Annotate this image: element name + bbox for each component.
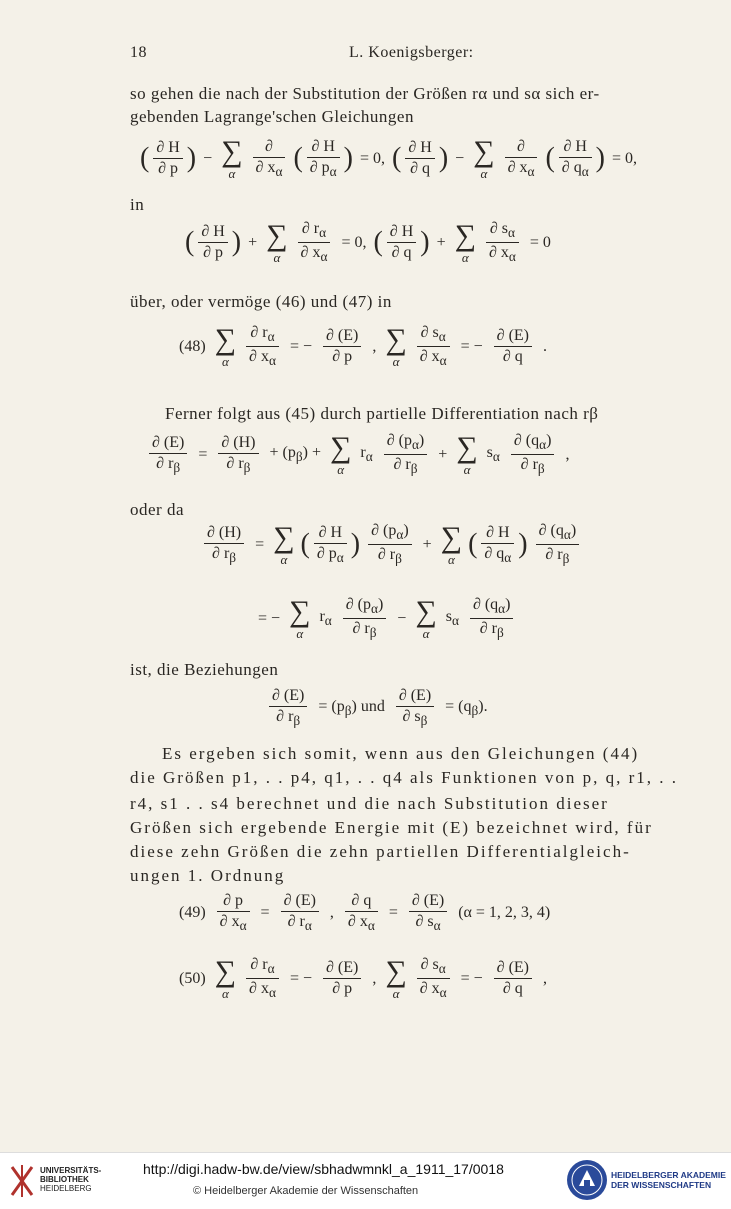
paragraph-line: diese zehn Größen die zehn partiellen Differentialgleich- xyxy=(130,842,631,861)
copyright-notice: © Heidelberger Akademie der Wissenschaften xyxy=(193,1185,419,1197)
footer-bar xyxy=(0,1152,731,1209)
equation-in: ( $\frac{\partial H}{\partial p}$ ) + ∑ α $\frac{\partial r_\alpha}{\partial x_\alpha}$ = 0, ( $\frac{\partial H}{\partial q}$ ) + ∑ α $\frac{\partial s_\alpha}{\partial x_\alpha}$ = 0 xyxy=(185,219,551,265)
equation-number: (48) xyxy=(179,337,206,355)
equation-48: (48) ∑ α $\frac{\partial r_\alpha}{\partial x_\alpha}$ = − $\frac{\partial (E)}{\partial p}$ , ∑ α $\frac{\partial s_\alpha}{\partial x_\alpha}$ = − $\frac{\partial (E)}{\partial q}$ . xyxy=(179,323,547,369)
paragraph-line: so gehen die nach der Substitution der Größen rα und sα sich er- xyxy=(130,84,600,103)
paragraph-line: die Größen p1, . . p4, q1, . . q4 als Funktionen von p, q, r1, . . xyxy=(130,768,678,787)
university-library-logo-icon xyxy=(8,1163,36,1199)
paragraph-line: r4, s1 . . s4 berechnet und die nach Substitution dieser xyxy=(130,794,609,813)
paragraph-line: über, oder vermöge (46) und (47) in xyxy=(130,292,392,311)
page-number: 18 xyxy=(130,44,147,61)
paragraph-line: Größen sich ergebende Energie mit (E) bezeichnet wird, für xyxy=(130,818,653,837)
equation-beziehungen: $\frac{\partial (E)}{\partial r_\beta}$ = $(p_\beta)$ und $\frac{\partial (E)}{\partial s_\beta}$ = $(q_\beta)$. xyxy=(265,688,491,728)
equation-49: (49) $\frac{\partial p}{\partial x_\alpha}$ = $\frac{\partial (E)}{\partial r_\alpha}$ , $\frac{\partial q}{\partial x_\alpha}$ = $\frac{\partial (E)}{\partial s_\alpha}$ (α = 1, 2, 3, 4) xyxy=(179,892,551,934)
equation-oder-2: = − ∑ α $r_\alpha$ $\frac{\partial (p_\alpha)}{\partial r_\beta}$ − ∑ α $s_\alpha$ $\frac{\partial (q_\alpha)}{\partial r_\beta}$ xyxy=(255,597,517,640)
equation-50: (50) ∑ α $\frac{\partial r_\alpha}{\partial x_\alpha}$ = − $\frac{\partial (E)}{\partial p}$ , ∑ α $\frac{\partial s_\alpha}{\partial x_\alpha}$ = − $\frac{\partial (E)}{\partial q}$ , xyxy=(179,955,547,1001)
paragraph-line: ist, die Beziehungen xyxy=(130,660,279,679)
equation-number: (50) xyxy=(179,969,206,987)
ub-line: BIBLIOTHEK xyxy=(40,1175,89,1184)
paragraph-line: Ferner folgt aus (45) durch partielle Differentiation nach rβ xyxy=(165,404,599,423)
paragraph-line: ungen 1. Ordnung xyxy=(130,866,286,885)
equation-ferner: $\frac{\partial (E)}{\partial r_\beta}$ = $\frac{\partial (H)}{\partial r_\beta}$ + $(p_\beta)$ + ∑ α $r_\alpha$ $\frac{\partial (p_\alpha)}{\partial r_\beta}$ + ∑ α $s_\alpha$ $\frac{\partial (q_\alpha)}{\partial r_\beta}$ , xyxy=(145,433,572,476)
academy-line: HEIDELBERGER AKADEMIE xyxy=(611,1170,726,1180)
running-title: L. Koenigsberger: xyxy=(349,44,474,61)
paragraph-line: gebenden Lagrange'schen Gleichungen xyxy=(130,107,414,126)
academy-name xyxy=(611,1170,726,1190)
equation-lagrange: ( $\frac{\partial H}{\partial p}$ ) − ∑ α $\frac{\partial}{\partial x_\alpha}$ ( $\frac{\partial H}{\partial p_\alpha}$ ) = 0, ( $\frac{\partial H}{\partial q}$ ) − ∑ α $\frac{\partial}{\partial x_\alpha}$ ( $\frac{\partial H}{\partial q_\alpha}$ ) = 0, xyxy=(140,135,638,181)
academy-line: DER WISSENSCHAFTEN xyxy=(611,1180,712,1190)
paragraph-line: Es ergeben sich somit, wenn aus den Gleichungen (44) xyxy=(162,744,640,763)
ub-line: UNIVERSITÄTS- xyxy=(40,1166,102,1175)
academy-seal-icon xyxy=(565,1158,609,1202)
paragraph-line: in xyxy=(130,195,145,214)
equation-oder-1: $\frac{\partial (H)}{\partial r_\beta}$ = ∑ α ( $\frac{\partial H}{\partial p_\alpha}$ ) $\frac{\partial (p_\alpha)}{\partial r_\beta}$ + ∑ α ( $\frac{\partial H}{\partial q_\alpha}$ ) $\frac{\partial (q_\alpha)}{\partial r_\beta}$ xyxy=(200,523,583,566)
paragraph-line: oder da xyxy=(130,500,185,519)
university-library-name xyxy=(40,1166,101,1193)
permalink-url[interactable]: http://digi.hadw-bw.de/view/sbhadwmnkl_a_1911_17/0018 xyxy=(143,1161,504,1177)
equation-number: (49) xyxy=(179,903,206,921)
ub-line: HEIDELBERG xyxy=(40,1184,92,1193)
